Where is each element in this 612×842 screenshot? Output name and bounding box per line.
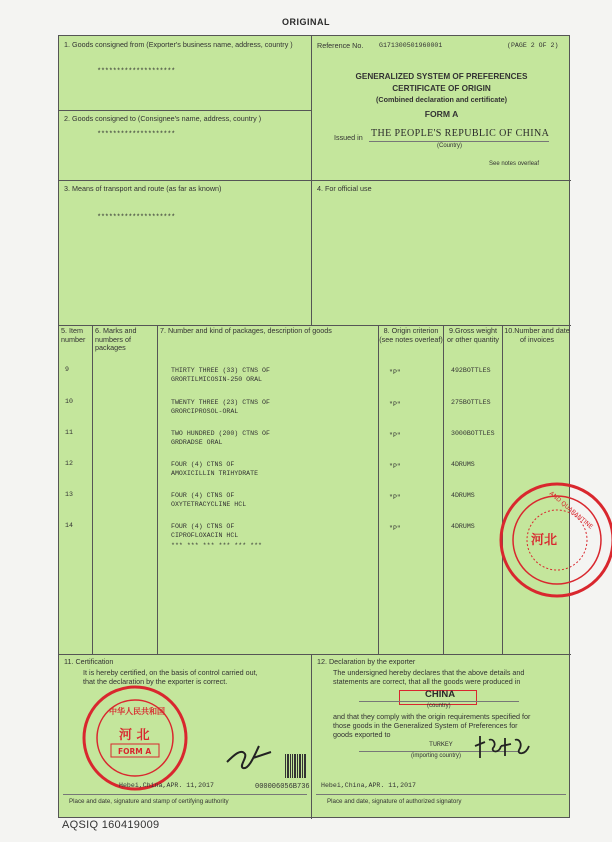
box3-value: ******************** bbox=[97, 214, 176, 222]
page-indicator: (PAGE 2 OF 2) bbox=[507, 42, 559, 49]
col8-header: 8. Origin criterion (see notes overleaf) bbox=[379, 326, 443, 344]
box11-text1: It is hereby certified, on the basis of control carried out, bbox=[83, 668, 258, 677]
item-desc-line2: AMOXICILLIN TRIHYDRATE bbox=[171, 470, 259, 477]
see-notes: See notes overleaf bbox=[489, 161, 540, 167]
item-quantity: 492BOTTLES bbox=[451, 367, 491, 374]
seal-left-middle-text: 河 北 bbox=[119, 728, 150, 743]
box12-importing-caption: (importing country) bbox=[411, 753, 462, 759]
item-desc-line2: GRDRADSE ORAL bbox=[171, 439, 223, 446]
divider-goods bbox=[59, 654, 571, 655]
box11-footer: Place and date, signature and stamp of certifying authority bbox=[69, 798, 229, 805]
seal-stamp-right bbox=[491, 476, 595, 606]
col-divider-5 bbox=[92, 325, 93, 654]
item-desc-line2: OXYTETRACYCLINE HCL bbox=[171, 501, 247, 508]
gsp-title: GENERALIZED SYSTEM OF PREFERENCES bbox=[355, 72, 528, 81]
box12-country-caption: (country) bbox=[427, 703, 451, 709]
divider-box1 bbox=[59, 110, 311, 111]
item-quantity: 3000BOTTLES bbox=[451, 430, 495, 437]
item-quantity: 275BOTTLES bbox=[451, 399, 491, 406]
col-divider-6 bbox=[157, 325, 158, 654]
item-desc-line1: TWENTY THREE (23) CTNS OF bbox=[171, 399, 270, 406]
issued-country: THE PEOPLE'S REPUBLIC OF CHINA bbox=[371, 128, 550, 139]
item-criterion: "P" bbox=[389, 369, 401, 376]
item-desc-line2: CIPROFLOXACIN HCL bbox=[171, 532, 239, 539]
box12-place-date: Hebei,China,APR. 11,2017 bbox=[321, 782, 416, 789]
certificate-subtitle: (Combined declaration and certificate) bbox=[376, 95, 507, 104]
divider-box2 bbox=[59, 180, 571, 181]
box1-label: 1. Goods consigned from (Exporter's business name, address, country ) bbox=[64, 40, 293, 49]
reference-label: Reference No. bbox=[317, 41, 364, 50]
form-a-title: FORM A bbox=[424, 109, 459, 119]
certificate-form bbox=[58, 35, 595, 818]
box11-text2: that the declaration by the exporter is correct. bbox=[83, 677, 228, 686]
seal-stamp-left bbox=[81, 684, 189, 792]
item-number: 11 bbox=[65, 429, 73, 436]
item-desc-line1: FOUR (4) CTNS OF bbox=[171, 461, 235, 468]
item-number: 13 bbox=[65, 491, 73, 498]
item-desc-line2: GRORCIPROSOL-ORAL bbox=[171, 408, 239, 415]
item-desc-line1: FOUR (4) CTNS OF bbox=[171, 492, 235, 499]
item-quantity: 4DRUMS bbox=[451, 492, 475, 499]
item-criterion: "P" bbox=[389, 525, 401, 532]
box12-country: CHINA bbox=[425, 689, 456, 700]
item-number: 9 bbox=[65, 366, 69, 373]
item-number: 12 bbox=[65, 460, 73, 467]
col9-header: 9.Gross weight or other quantity bbox=[447, 326, 499, 344]
item-desc-line2: GRORTILMICOSIN-250 ORAL bbox=[171, 376, 263, 383]
item-number: 14 bbox=[65, 522, 73, 529]
box3-label: 3. Means of transport and route (as far as known) bbox=[64, 184, 222, 193]
item-criterion: "P" bbox=[389, 463, 401, 470]
issued-country-caption: (Country) bbox=[437, 143, 463, 149]
items-end-marker: *** *** *** *** *** *** bbox=[171, 542, 263, 549]
divider-vertical-bottom bbox=[311, 654, 312, 819]
box12-importing-country: TURKEY bbox=[429, 741, 453, 748]
box11-place-date: Hebei,China,APR. 11,2017 bbox=[119, 782, 214, 789]
box11-serial: 000006056B736 bbox=[255, 783, 310, 791]
item-quantity: 4DRUMS bbox=[451, 461, 475, 468]
seal-right-text: 河北 bbox=[531, 533, 558, 548]
box12-text1: The undersigned hereby declares that the above details and bbox=[333, 668, 525, 677]
reference-number: G171300501960001 bbox=[379, 42, 443, 49]
item-desc-line1: TWO HUNDRED (200) CTNS OF bbox=[171, 430, 270, 437]
item-criterion: "P" bbox=[389, 432, 401, 439]
box12-text3: and that they comply with the origin requirements specified for bbox=[333, 712, 531, 721]
item-number: 10 bbox=[65, 398, 73, 405]
box11-label: 11. Certification bbox=[64, 657, 114, 666]
certificate-title: CERTIFICATE OF ORIGIN bbox=[392, 84, 491, 93]
seal-left-form-text: FORM A bbox=[118, 747, 152, 756]
item-desc-line1: FOUR (4) CTNS OF bbox=[171, 523, 235, 530]
sig-line-right bbox=[316, 794, 566, 795]
box12-label: 12. Declaration by the exporter bbox=[317, 657, 416, 666]
col5-header: 5. Item number bbox=[61, 326, 86, 344]
col7-header: 7. Number and kind of packages, description of goods bbox=[160, 326, 332, 335]
box12-text5: goods exported to bbox=[333, 730, 391, 739]
document-header: ORIGINAL bbox=[282, 17, 330, 27]
signature-left bbox=[219, 726, 279, 774]
sig-line-left bbox=[63, 794, 307, 795]
item-desc-line1: THIRTY THREE (33) CTNS OF bbox=[171, 367, 270, 374]
aqsiq-code: AQSIQ 160419009 bbox=[62, 819, 160, 831]
item-quantity: 4DRUMS bbox=[451, 523, 475, 530]
box1-value: ******************** bbox=[97, 68, 176, 76]
box12-text4: those goods in the Generalized System of Preferences for bbox=[333, 721, 518, 730]
item-criterion: "P" bbox=[389, 494, 401, 501]
issued-in-label: Issued in bbox=[334, 133, 363, 142]
box12-text2: statements are correct, that all the goods were produced in bbox=[333, 677, 521, 686]
col6-header: 6. Marks and numbers of packages bbox=[95, 326, 137, 353]
svg-text:AND QUARANTINE: AND QUARANTINE bbox=[547, 490, 595, 531]
box4-label: 4. For official use bbox=[317, 184, 372, 193]
box2-label: 2. Goods consigned to (Consignee's name, address, country ) bbox=[64, 114, 262, 123]
col-divider-8 bbox=[443, 325, 444, 654]
signature-right bbox=[471, 732, 533, 762]
box2-value: ******************** bbox=[97, 131, 176, 139]
col10-header: 10.Number and date of invoices bbox=[504, 326, 570, 344]
col-divider-7 bbox=[378, 325, 379, 654]
box12-footer: Place and date, signature of authorized signatory bbox=[327, 798, 462, 805]
item-criterion: "P" bbox=[389, 401, 401, 408]
barcode bbox=[285, 754, 307, 778]
seal-left-top-text: 中华人民共和国 bbox=[109, 707, 165, 716]
